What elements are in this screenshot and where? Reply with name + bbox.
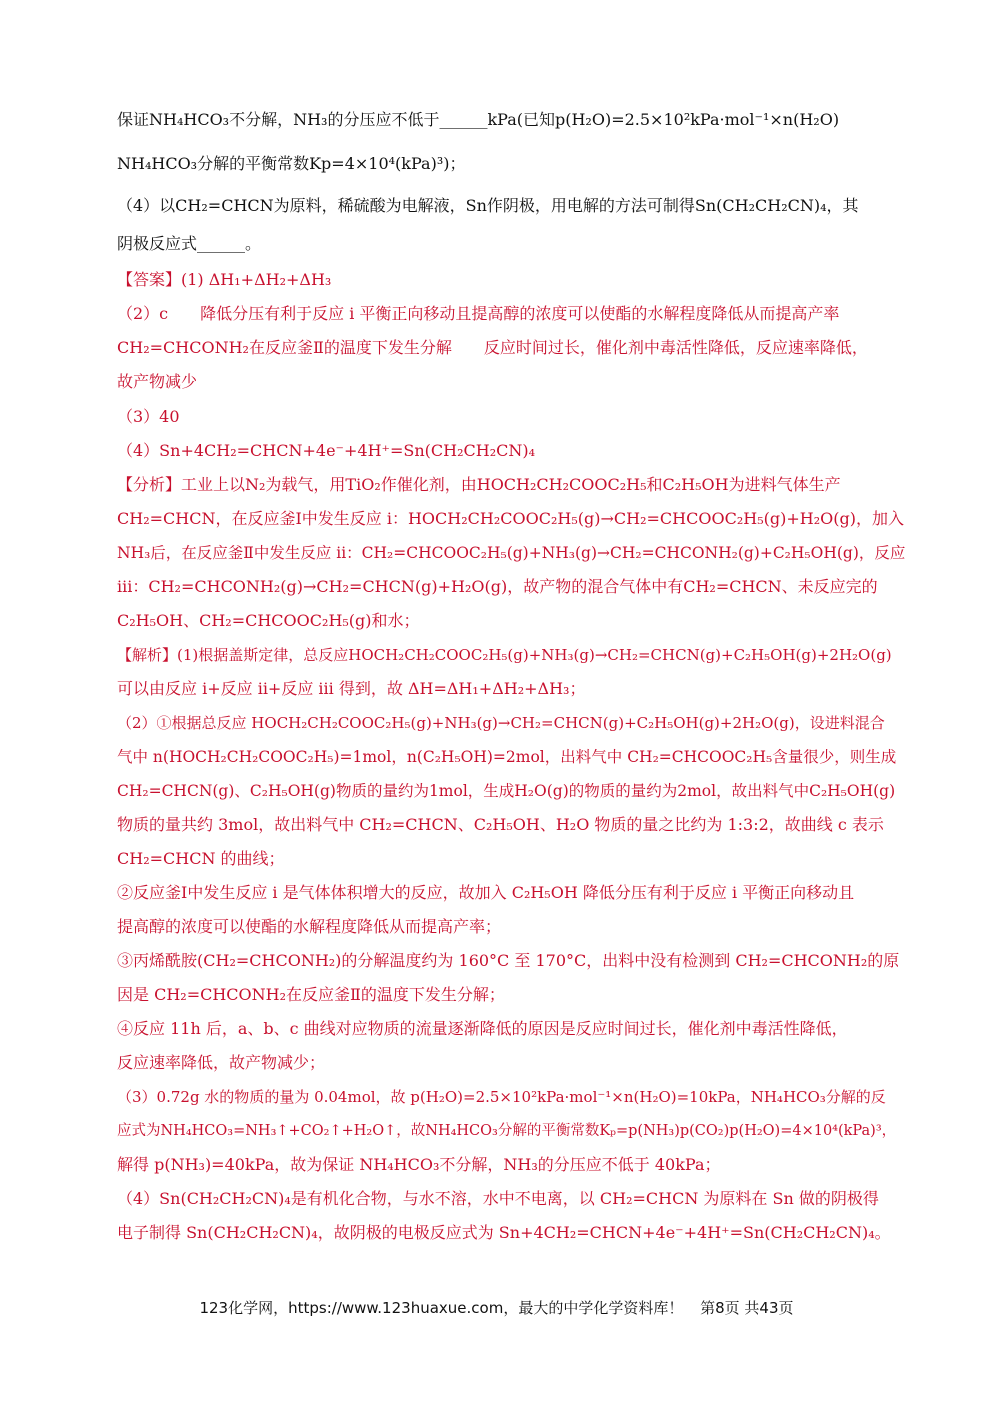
text-line: 【答案】(1) ΔH₁+ΔH₂+ΔH₃: [117, 270, 332, 289]
text-line: 故产物减少: [117, 372, 198, 391]
text-line: 阴极反应式______。: [117, 234, 262, 253]
page-footer: [0, 1297, 993, 1318]
text-line: 保证NH₄HCO₃不分解，NH₃的分压应不低于______kPa(已知p(H₂O)=2.5×10²kPa·mol⁻¹×n(H₂O): [117, 110, 840, 129]
text-line: 解得 p(NH₃)=40kPa，故为保证 NH₄HCO₃不分解，NH₃的分压应不低于 40kPa；: [117, 1155, 721, 1174]
text-line: iii：CH₂=CHCONH₂(g)→CH₂=CHCN(g)+H₂O(g)，故产物的混合气体中有CH₂=CHCN、未反应完的: [117, 577, 878, 596]
text-line: （4）以CH₂=CHCN为原料，稀硫酸为电解液，Sn作阴极，用电解的方法可制得Sn(CH₂CH₂CN)₄，其: [117, 196, 859, 215]
text-line: 反应速率降低，故产物减少；: [117, 1053, 326, 1072]
text-line: C₂H₅OH、CH₂=CHCOOC₂H₅(g)和水；: [117, 611, 420, 630]
text-line: 因是 CH₂=CHCONH₂在反应釜Ⅱ的温度下发生分解；: [117, 985, 505, 1004]
text-line: CH₂=CHCONH₂在反应釜Ⅱ的温度下发生分解 反应时间过长，催化剂中毒活性降低，反应速率降低，: [117, 338, 868, 357]
text-line: CH₂=CHCN，在反应釜Ⅰ中发生反应 i：HOCH₂CH₂COOC₂H₅(g)→CH₂=CHCOOC₂H₅(g)+H₂O(g)，加入: [117, 509, 904, 528]
footer-site: 123化学网，https://www.123huaxue.com，最大的中学化学资料库！: [199, 1299, 684, 1317]
text-line: ③丙烯酰胺(CH₂=CHCONH₂)的分解温度约为 160°C 至 170°C，出料中没有检测到 CH₂=CHCONH₂的原: [117, 951, 900, 970]
text-line: ④反应 11h 后，a、b、c 曲线对应物质的流量逐渐降低的原因是反应时间过长，催化剂中毒活性降低，: [117, 1019, 848, 1038]
text-line: （3）0.72g 水的物质的量为 0.04mol，故 p(H₂O)=2.5×10²kPa·mol⁻¹×n(H₂O)=10kPa，NH₄HCO₃分解的反: [117, 1088, 886, 1106]
text-line: 可以由反应 i+反应 ii+反应 iii 得到，故 ΔH=ΔH₁+ΔH₂+ΔH₃；: [117, 679, 586, 698]
text-line: 气中 n(HOCH₂CH₂COOC₂H₅)=1mol，n(C₂H₅OH)=2mol，出料气中 CH₂=CHCOOC₂H₅含量很少，则生成: [117, 748, 897, 766]
text-line: （4）Sn(CH₂CH₂CN)₄是有机化合物，与水不溶，水中不电离，以 CH₂=CHCN 为原料在 Sn 做的阴极得: [117, 1189, 879, 1208]
text-line: （2）①根据总反应 HOCH₂CH₂COOC₂H₅(g)+NH₃(g)→CH₂=CHCN(g)+C₂H₅OH(g)+2H₂O(g)，设进料混合: [117, 714, 885, 732]
text-line: 【解析】(1)根据盖斯定律，总反应HOCH₂CH₂COOC₂H₅(g)+NH₃(g)→CH₂=CHCN(g)+C₂H₅OH(g)+2H₂O(g): [117, 646, 892, 664]
text-line: NH₃后，在反应釜Ⅱ中发生反应 ii：CH₂=CHCOOC₂H₅(g)+NH₃(g)→CH₂=CHCONH₂(g)+C₂H₅OH(g)，反应: [117, 544, 906, 562]
text-line: （4）Sn+4CH₂=CHCN+4e⁻+4H⁺=Sn(CH₂CH₂CN)₄: [117, 441, 536, 460]
text-line: CH₂=CHCN 的曲线；: [117, 849, 285, 868]
text-line: 物质的量共约 3mol，故出料气中 CH₂=CHCN、C₂H₅OH、H₂O 物质的量之比约为 1:3:2，故曲线 c 表示: [117, 815, 884, 834]
text-line: 提高醇的浓度可以使酯的水解程度降低从而提高产率；: [117, 917, 502, 936]
text-line: 应式为NH₄HCO₃=NH₃↑+CO₂↑+H₂O↑，故NH₄HCO₃分解的平衡常数Kₚ=p(NH₃)p(CO₂)p(H₂O)=4×10⁴(kPa)³，: [117, 1123, 897, 1139]
text-line: CH₂=CHCN(g)、C₂H₅OH(g)物质的量约为1mol，生成H₂O(g)的物质的量约为2mol，故出料气中C₂H₅OH(g): [117, 782, 896, 800]
text-line: （2）c 降低分压有利于反应 i 平衡正向移动且提高醇的浓度可以使酯的水解程度降低从而提高产率: [117, 304, 840, 323]
text-line: 【分析】工业上以N₂为载气，用TiO₂作催化剂，由HOCH₂CH₂COOC₂H₅和C₂H₅OH为进料气体生产: [117, 475, 841, 494]
text-line: ②反应釜Ⅰ中发生反应 i 是气体体积增大的反应，故加入 C₂H₅OH 降低分压有利于反应 i 平衡正向移动且: [117, 883, 855, 902]
text-line: 电子制得 Sn(CH₂CH₂CN)₄，故阴极的电极反应式为 Sn+4CH₂=CHCN+4e⁻+4H⁺=Sn(CH₂CH₂CN)₄。: [117, 1223, 891, 1242]
text-line: NH₄HCO₃分解的平衡常数Kp=4×10⁴(kPa)³)；: [117, 154, 466, 173]
footer-page-number: 第8页 共43页: [700, 1299, 794, 1317]
text-line: （3）40: [117, 407, 180, 426]
